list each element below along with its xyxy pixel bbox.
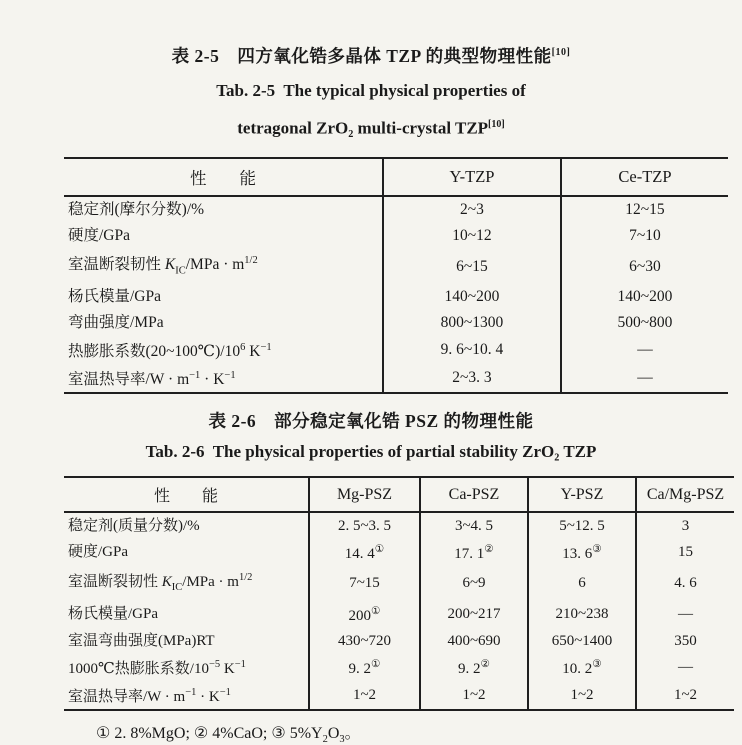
property-value-cell: 6~9 [420,566,528,600]
table-2-6 [64,476,734,711]
property-value-cell: 200~217 [420,600,528,628]
property-value-cell: 6 [528,566,636,600]
table-2-5-caption-zh [0,41,742,68]
property-value-cell: 13. 6③ [528,538,636,566]
table-2-5 [64,157,728,394]
property-value-cell: 140~200 [383,284,561,310]
column-header: Ca/Mg-PSZ [636,477,734,512]
property-value-cell: 15 [636,538,734,566]
property-value-cell: — [561,336,728,364]
property-name-cell: 弯曲强度/MPa [68,313,164,331]
property-value-cell: 2~3 [383,196,561,223]
column-header: Ce-TZP [561,158,728,196]
header-row [64,158,728,196]
property-name-cell: 室温热导率$/W \cdot m^{-1} \cdot K^{-1}$ [68,687,231,706]
column-header: Y-PSZ [528,477,636,512]
property-value-cell: 9. 2② [420,653,528,681]
property-value-cell: 2~3. 3 [383,364,561,393]
property-value-cell: 500~800 [561,310,728,336]
footnote: ① 2. 8%MgO; ② 4%CaO; ③ $5\%Y_2O_3$。 [96,725,361,745]
table-row [64,223,728,249]
column-header: 性 能 [64,477,309,512]
property-value-cell: 3 [636,512,734,538]
property-name-cell: 硬度/GPa [68,227,131,245]
property-name-cell: 1000℃热膨胀系数$/10^{-5}$ $K^{-1}$ [68,659,246,678]
property-value-cell: 140~200 [561,284,728,310]
property-value-cell: 650~1400 [528,628,636,653]
column-header: Y-TZP [383,158,561,196]
table-row [64,249,728,283]
table-row [64,310,728,336]
table-2-5-caption-en-line2 [0,113,742,141]
property-name-cell: 室温弯曲强度(MPa)RT [68,632,215,649]
property-value-cell: 350 [636,628,734,653]
caption-text: 表 2-5 四方氧化锆多晶体 TZP 的典型物理性能 [171,45,552,66]
property-value-cell: 10. 2③ [528,653,636,681]
property-value-cell: 1~2 [528,681,636,710]
table-row [64,600,734,628]
table-row [64,512,734,538]
table-2-5-header [64,158,728,196]
property-value-cell: 12~15 [561,196,728,223]
table-2-5-caption-en-line1: Tab. 2-5 The typical physical properties of [216,80,526,100]
table-row [64,566,734,600]
property-value-cell: 5~12. 5 [528,512,636,538]
property-value-cell: 9. 2① [309,653,420,681]
property-value-cell: 9. 6~10. 4 [383,336,561,364]
caption-text: tetragonal ZrO₂ multi-crystal TZP [237,118,489,138]
property-value-cell: 7~10 [561,223,728,249]
table-2-5-body [64,196,728,393]
property-value-cell: 1~2 [309,681,420,710]
property-value-cell: 14. 4① [309,538,420,566]
property-value-cell: 6~30 [561,249,728,283]
table-row [64,538,734,566]
property-value-cell: 1~2 [636,681,734,710]
property-value-cell: 2. 5~3. 5 [309,512,420,538]
property-value-cell: 4. 6 [636,566,734,600]
property-name-cell: 杨氏模量/GPa [68,606,159,623]
table-row [64,196,728,223]
property-value-cell: 210~238 [528,600,636,628]
table-2-6-caption-en: Tab. 2-6 The physical properties of partial stability ZrO₂ TZP [145,442,597,462]
column-header: Mg-PSZ [309,477,420,512]
table-2-6-caption-zh: 表 2-6 部分稳定氧化锆 PSZ 的物理性能 [208,411,534,432]
table-row [64,284,728,310]
table-row [64,336,728,364]
table-2-6-header [64,477,734,512]
column-header: Ca-PSZ [420,477,528,512]
property-value-cell: 6~15 [383,249,561,283]
property-value-cell: 200① [309,600,420,628]
property-name-cell: 稳定剂(质量分数)/% [68,517,200,534]
citation-ref: [10] [488,118,505,130]
table-row [64,364,728,393]
property-value-cell: 3~4. 5 [420,512,528,538]
property-value-cell: 7~15 [309,566,420,600]
property-value-cell: 800~1300 [383,310,561,336]
property-name-cell: 稳定剂(摩尔分数)/% [68,201,205,219]
property-value-cell: 1~2 [420,681,528,710]
property-value-cell: 430~720 [309,628,420,653]
table-2-6-body [64,512,734,710]
property-name-cell: 室温热导率$/W \cdot m^{-1} \cdot K^{-1}$ [68,369,236,389]
property-value-cell: 10~12 [383,223,561,249]
property-name-cell: 室温断裂韧性 $K_{IC}$/MPa · $m^{1/2}$ [68,255,258,277]
property-value-cell: — [636,600,734,628]
property-value-cell: 400~690 [420,628,528,653]
property-value-cell: — [636,653,734,681]
property-name-cell: 室温断裂韧性 $K_{IC}$/MPa · $m^{1/2}$ [68,572,253,594]
citation-ref: [10] [551,47,571,58]
table-row [64,653,734,681]
property-value-cell: 17. 1② [420,538,528,566]
column-header: 性 能 [64,158,383,196]
table-row [64,628,734,653]
property-name-cell: 杨氏模量/GPa [68,287,162,305]
property-value-cell: — [561,364,728,393]
property-name-cell: 硬度/GPa [68,544,129,561]
property-name-cell: 热膨胀系数$(20\sim 100℃)/10^6$ $K^{-1}$ [68,341,272,360]
table-row [64,681,734,710]
header-row [64,477,734,512]
